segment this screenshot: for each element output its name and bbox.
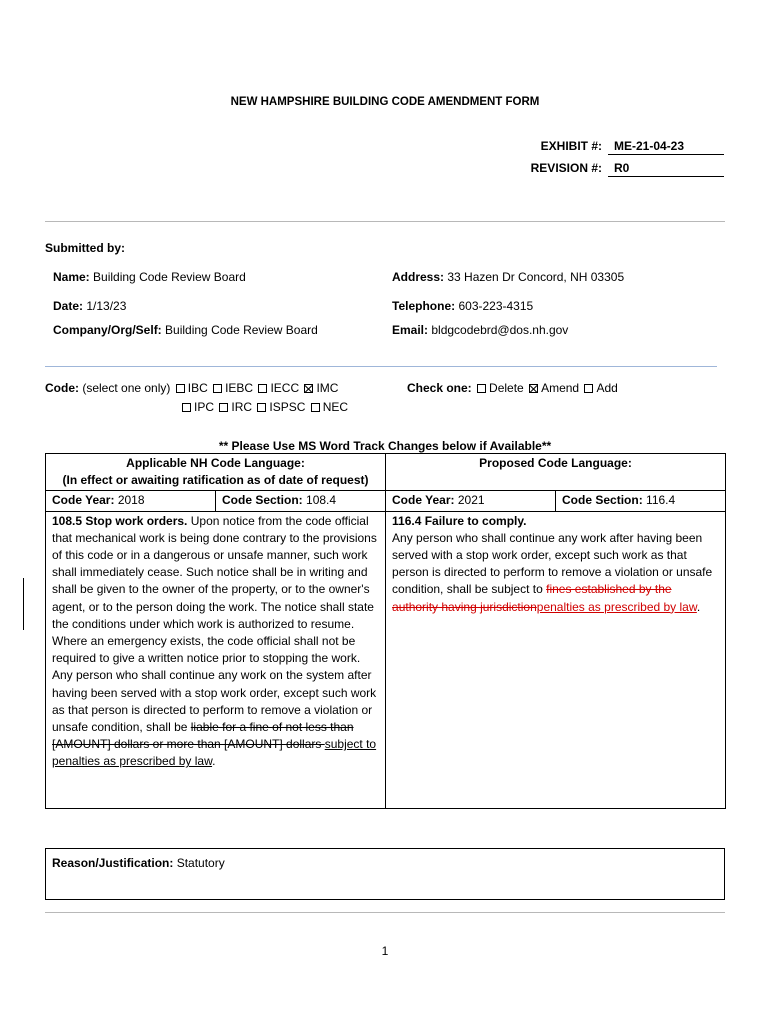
checkbox-iebc[interactable]	[213, 384, 222, 393]
right-section-label: Code Section:	[562, 493, 643, 508]
code-hint: (select one only)	[82, 381, 171, 395]
right-code-text[interactable]	[386, 511, 726, 808]
email-label: Email:	[392, 323, 429, 337]
table-header-row	[46, 454, 726, 491]
right-section-cell[interactable]	[556, 491, 726, 511]
left-header-subtitle: (In effect or awaiting ratification as of date of request)	[62, 473, 369, 488]
left-deleted-text: liable for a fine of not less than [AMOUNT] dollars or more than [AMOUNT] dollars	[52, 720, 354, 752]
name-label: Name:	[53, 270, 90, 284]
check-one-label: Check one:	[407, 381, 472, 395]
left-heading: 108.5 Stop work orders.	[52, 513, 188, 528]
right-deleted-text: fines established by the authority having jurisdiction	[392, 582, 672, 614]
checkbox-add[interactable]	[584, 384, 593, 393]
exhibit-value[interactable]: ME-21-04-23	[608, 139, 724, 155]
right-inserted-text: penalties as prescribed by law	[536, 599, 697, 614]
date-value[interactable]: 1/13/23	[86, 299, 127, 313]
left-section-value: 108.4	[306, 493, 337, 508]
checkbox-nec[interactable]	[311, 403, 320, 412]
code-label: Code:	[45, 381, 79, 395]
company-field	[53, 323, 318, 337]
code-language-table	[45, 453, 726, 809]
revision-value[interactable]: R0	[608, 161, 724, 177]
right-year-value: 2021	[457, 493, 485, 508]
divider-bottom	[45, 912, 725, 913]
submitted-by-label: Submitted by:	[45, 241, 125, 255]
option-imc: IMC	[316, 381, 339, 395]
right-section-value: 116.4	[646, 493, 676, 508]
option-ibc: IBC	[187, 381, 208, 395]
address-value[interactable]: 33 Hazen Dr Concord, NH 03305	[447, 270, 625, 284]
option-ispsc: ISPSC	[269, 400, 306, 414]
right-year-cell[interactable]	[386, 491, 556, 511]
code-select-row-2	[180, 400, 348, 414]
table-code-row	[46, 491, 726, 511]
left-year-label: Code Year:	[52, 493, 115, 508]
option-irc: IRC	[231, 400, 253, 414]
divider-top	[45, 221, 725, 222]
option-add: Add	[596, 381, 618, 395]
right-body: Any person who shall continue any work after having been served with a stop work order, except such work as that person is directed to perform to remove a violation or unsafe condition, shall be subject to	[392, 530, 713, 597]
email-value[interactable]: bldgcodebrd@dos.nh.gov	[431, 323, 569, 337]
form-title: NEW HAMPSHIRE BUILDING CODE AMENDMENT FORM	[230, 96, 540, 108]
code-select-row-1	[45, 381, 338, 395]
revision-label: REVISION #:	[530, 161, 602, 175]
left-inserted-text: subject to penalties as prescribed by law	[52, 737, 377, 769]
company-value[interactable]: Building Code Review Board	[165, 323, 318, 337]
option-iebc: IEBC	[225, 381, 254, 395]
option-ipc: IPC	[194, 400, 215, 414]
address-field	[392, 270, 624, 284]
date-label: Date:	[53, 299, 84, 313]
left-header-title: Applicable NH Code Language:	[126, 456, 305, 470]
checkbox-amend[interactable]	[529, 384, 538, 393]
option-nec: NEC	[322, 400, 349, 414]
left-body: Upon notice from the code official that mechanical work is being done contrary to the provisions of this code or in a dangerous or unsafe manner, such work shall immediately cease. Such notice shall be in writing and shall be given to the owner of the property, or to the owner's agent, or to the person doing the work. The notice shall state the conditions under which work is authorized to resume. Where an emergency exists, the code official shall not be required to give a written notice prior to stopping the work. Any person who shall continue any work on the system after having been served with a stop work order, except such work as that person is directed to perform to remove a violation or unsafe condition, shall be	[52, 513, 377, 735]
left-code-text[interactable]	[46, 511, 386, 808]
left-section-label: Code Section:	[222, 493, 303, 508]
telephone-label: Telephone:	[392, 299, 456, 313]
option-iecc: IECC	[270, 381, 300, 395]
right-header-cell	[386, 454, 726, 491]
address-label: Address:	[392, 270, 445, 284]
table-body-row	[46, 511, 726, 808]
checkbox-ibc[interactable]	[176, 384, 185, 393]
check-one-row	[407, 381, 618, 395]
option-delete: Delete	[489, 381, 524, 395]
option-amend: Amend	[541, 381, 580, 395]
telephone-value[interactable]: 603-223-4315	[458, 299, 534, 313]
left-header-cell	[46, 454, 386, 491]
date-field	[53, 299, 126, 313]
reason-label: Reason/Justification:	[52, 856, 174, 870]
checkbox-ispsc[interactable]	[257, 403, 266, 412]
company-label: Company/Org/Self:	[53, 323, 162, 337]
left-end: .	[212, 754, 216, 769]
checkbox-iecc[interactable]	[258, 384, 267, 393]
checkbox-ipc[interactable]	[182, 403, 191, 412]
left-year-cell[interactable]	[46, 491, 216, 511]
page-number: 1	[381, 944, 389, 958]
right-end: .	[696, 599, 701, 614]
checkbox-delete[interactable]	[477, 384, 486, 393]
right-header-title: Proposed Code Language:	[479, 456, 632, 470]
change-bar	[23, 578, 24, 630]
divider-blue	[45, 366, 717, 367]
checkbox-imc[interactable]	[304, 384, 313, 393]
telephone-field	[392, 299, 533, 313]
reason-value: Statutory	[176, 856, 225, 870]
right-heading: 116.4 Failure to comply.	[392, 513, 527, 528]
left-year-value: 2018	[117, 493, 145, 508]
right-year-label: Code Year:	[392, 493, 455, 508]
track-changes-note: ** Please Use MS Word Track Changes below if Available**	[218, 439, 552, 453]
checkbox-irc[interactable]	[219, 403, 228, 412]
name-value[interactable]: Building Code Review Board	[93, 270, 246, 284]
reason-box[interactable]	[45, 848, 725, 900]
exhibit-label: EXHIBIT #:	[540, 139, 602, 153]
name-field	[53, 270, 246, 284]
email-field	[392, 323, 568, 337]
left-section-cell[interactable]	[216, 491, 386, 511]
